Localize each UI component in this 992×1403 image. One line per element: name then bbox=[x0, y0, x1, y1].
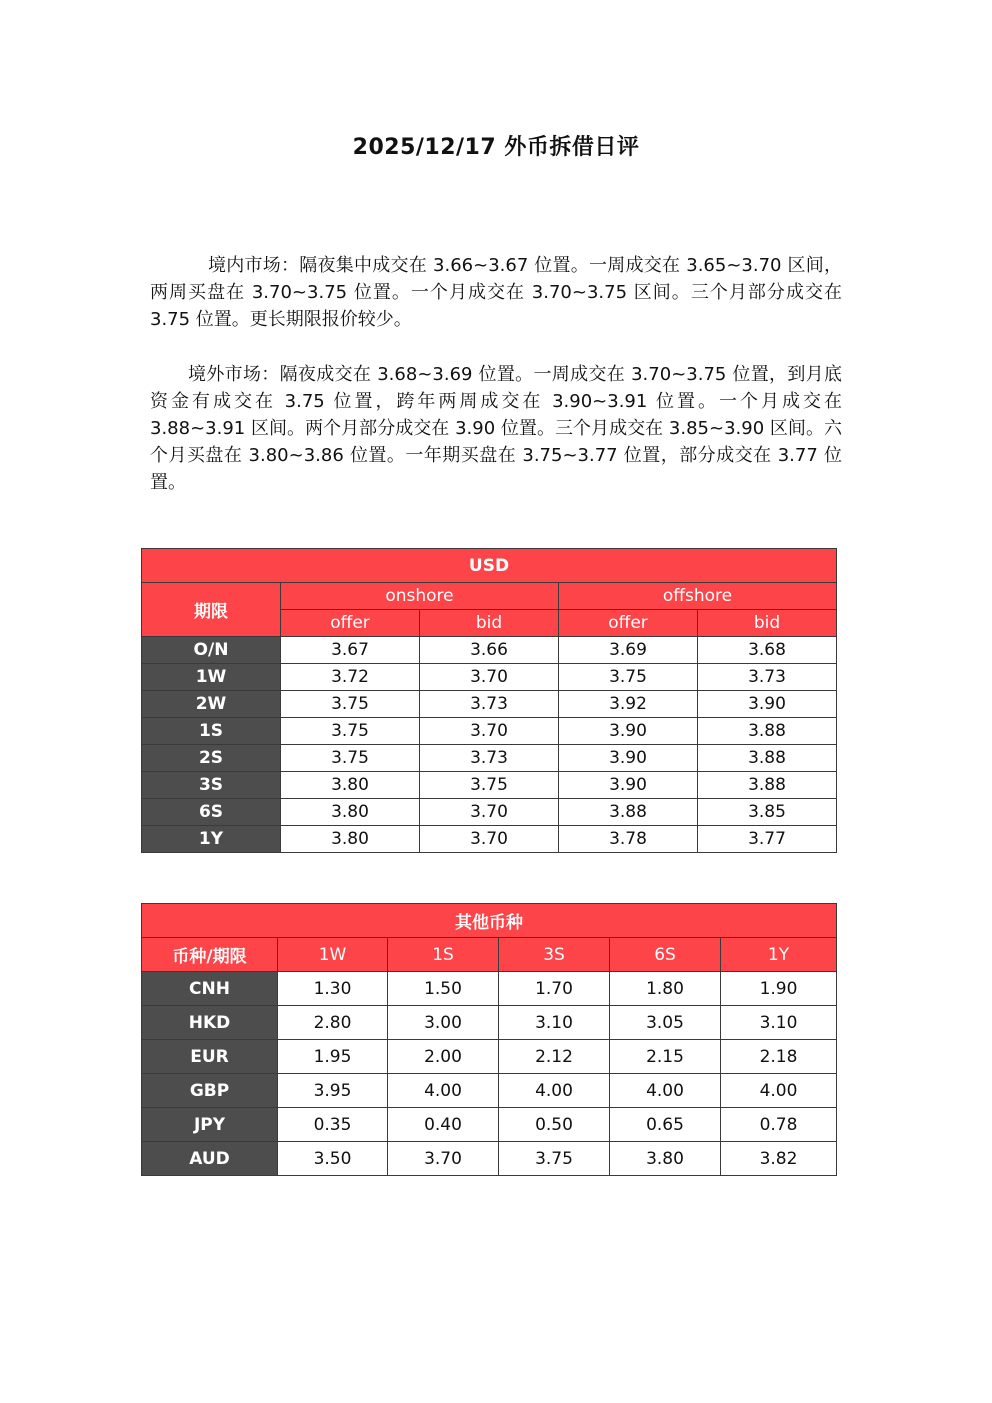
rate-cell: 2.00 bbox=[388, 1040, 499, 1074]
offshore-offer-cell: 3.88 bbox=[559, 799, 698, 826]
offshore-offer-cell: 3.75 bbox=[559, 664, 698, 691]
rate-cell: 3.95 bbox=[278, 1074, 388, 1108]
offshore-offer-cell: 3.90 bbox=[559, 772, 698, 799]
rate-cell: 3.05 bbox=[610, 1006, 721, 1040]
currency-label: HKD bbox=[142, 1006, 278, 1040]
rate-cell: 0.40 bbox=[388, 1108, 499, 1142]
tenor-label: 1Y bbox=[142, 826, 281, 853]
rate-cell: 1.70 bbox=[499, 972, 610, 1006]
table-row bbox=[142, 664, 837, 691]
rate-cell: 0.65 bbox=[610, 1108, 721, 1142]
onshore-header: onshore bbox=[281, 583, 559, 610]
offshore-bid-cell: 3.68 bbox=[698, 637, 837, 664]
rate-cell: 3.10 bbox=[499, 1006, 610, 1040]
column-header: 6S bbox=[610, 938, 721, 972]
onshore-offer-cell: 3.75 bbox=[281, 691, 420, 718]
onshore-offer-header: offer bbox=[281, 610, 420, 637]
table-row bbox=[142, 691, 837, 718]
column-header: 3S bbox=[499, 938, 610, 972]
rate-cell: 1.50 bbox=[388, 972, 499, 1006]
currency-label: GBP bbox=[142, 1074, 278, 1108]
rate-cell: 1.80 bbox=[610, 972, 721, 1006]
usd-table-title: USD bbox=[142, 549, 837, 583]
rate-cell: 3.10 bbox=[721, 1006, 837, 1040]
offshore-offer-cell: 3.69 bbox=[559, 637, 698, 664]
onshore-offer-cell: 3.80 bbox=[281, 799, 420, 826]
other-table-title: 其他币种 bbox=[142, 904, 837, 938]
offshore-offer-cell: 3.78 bbox=[559, 826, 698, 853]
onshore-bid-cell: 3.70 bbox=[420, 799, 559, 826]
onshore-bid-header: bid bbox=[420, 610, 559, 637]
onshore-bid-cell: 3.75 bbox=[420, 772, 559, 799]
currency-label: AUD bbox=[142, 1142, 278, 1176]
onshore-offer-cell: 3.80 bbox=[281, 772, 420, 799]
tenor-label: 1S bbox=[142, 718, 281, 745]
tenor-label: 1W bbox=[142, 664, 281, 691]
tenor-label: 3S bbox=[142, 772, 281, 799]
rate-cell: 1.30 bbox=[278, 972, 388, 1006]
offshore-bid-header: bid bbox=[698, 610, 837, 637]
rate-cell: 3.50 bbox=[278, 1142, 388, 1176]
rate-cell: 2.15 bbox=[610, 1040, 721, 1074]
table-row bbox=[142, 826, 837, 853]
column-header: 1S bbox=[388, 938, 499, 972]
tenor-label: O/N bbox=[142, 637, 281, 664]
rate-cell: 0.35 bbox=[278, 1108, 388, 1142]
table-row bbox=[142, 718, 837, 745]
onshore-bid-cell: 3.70 bbox=[420, 664, 559, 691]
tenor-label: 2S bbox=[142, 745, 281, 772]
table-row bbox=[142, 745, 837, 772]
onshore-bid-cell: 3.70 bbox=[420, 826, 559, 853]
rate-cell: 3.75 bbox=[499, 1142, 610, 1176]
usd-rate-table bbox=[141, 548, 837, 853]
onshore-bid-cell: 3.73 bbox=[420, 745, 559, 772]
offshore-bid-cell: 3.77 bbox=[698, 826, 837, 853]
currency-label: CNH bbox=[142, 972, 278, 1006]
tenor-header: 期限 bbox=[142, 583, 281, 637]
rate-cell: 4.00 bbox=[388, 1074, 499, 1108]
rate-cell: 4.00 bbox=[610, 1074, 721, 1108]
rate-cell: 4.00 bbox=[721, 1074, 837, 1108]
offshore-header: offshore bbox=[559, 583, 837, 610]
table-row bbox=[142, 1142, 837, 1176]
rate-cell: 0.78 bbox=[721, 1108, 837, 1142]
table-row bbox=[142, 972, 837, 1006]
offshore-bid-cell: 3.90 bbox=[698, 691, 837, 718]
rate-cell: 3.80 bbox=[610, 1142, 721, 1176]
rate-cell: 1.90 bbox=[721, 972, 837, 1006]
currency-label: EUR bbox=[142, 1040, 278, 1074]
column-header: 1W bbox=[278, 938, 388, 972]
offshore-bid-cell: 3.88 bbox=[698, 745, 837, 772]
rate-cell: 2.12 bbox=[499, 1040, 610, 1074]
table-row bbox=[142, 772, 837, 799]
rate-cell: 1.95 bbox=[278, 1040, 388, 1074]
table-row bbox=[142, 1040, 837, 1074]
rate-cell: 0.50 bbox=[499, 1108, 610, 1142]
offshore-bid-cell: 3.88 bbox=[698, 772, 837, 799]
tenor-label: 6S bbox=[142, 799, 281, 826]
column-header: 1Y bbox=[721, 938, 837, 972]
rate-cell: 2.18 bbox=[721, 1040, 837, 1074]
offshore-bid-cell: 3.73 bbox=[698, 664, 837, 691]
table-row bbox=[142, 1074, 837, 1108]
offshore-offer-cell: 3.90 bbox=[559, 745, 698, 772]
currency-label: JPY bbox=[142, 1108, 278, 1142]
onshore-offer-cell: 3.80 bbox=[281, 826, 420, 853]
page-title: 2025/12/17 外币拆借日评 bbox=[352, 135, 640, 160]
onshore-bid-cell: 3.73 bbox=[420, 691, 559, 718]
offshore-offer-header: offer bbox=[559, 610, 698, 637]
rate-cell: 2.80 bbox=[278, 1006, 388, 1040]
tenor-label: 2W bbox=[142, 691, 281, 718]
offshore-bid-cell: 3.85 bbox=[698, 799, 837, 826]
offshore-offer-cell: 3.92 bbox=[559, 691, 698, 718]
onshore-offer-cell: 3.75 bbox=[281, 718, 420, 745]
table-row bbox=[142, 637, 837, 664]
onshore-market-paragraph: 境内市场：隔夜集中成交在 3.66~3.67 位置。一周成交在 3.65~3.70 区间，两周买盘在 3.70~3.75 位置。一个月成交在 3.70~3.75 区间。三个月部分成交在 3.75 位置。更长期限报价较少。 bbox=[150, 255, 842, 330]
rate-cell: 4.00 bbox=[499, 1074, 610, 1108]
onshore-offer-cell: 3.72 bbox=[281, 664, 420, 691]
rate-cell: 3.00 bbox=[388, 1006, 499, 1040]
onshore-bid-cell: 3.70 bbox=[420, 718, 559, 745]
table-row bbox=[142, 1108, 837, 1142]
offshore-offer-cell: 3.90 bbox=[559, 718, 698, 745]
rate-cell: 3.82 bbox=[721, 1142, 837, 1176]
onshore-offer-cell: 3.67 bbox=[281, 637, 420, 664]
rate-cell: 3.70 bbox=[388, 1142, 499, 1176]
onshore-bid-cell: 3.66 bbox=[420, 637, 559, 664]
onshore-offer-cell: 3.75 bbox=[281, 745, 420, 772]
table-row bbox=[142, 1006, 837, 1040]
offshore-market-paragraph: 境外市场：隔夜成交在 3.68~3.69 位置。一周成交在 3.70~3.75 位置，到月底资金有成交在 3.75 位置，跨年两周成交在 3.90~3.91 位置。一个月成交在 3.88~3.91 区间。两个月部分成交在 3.90 位置。三个月成交在 3.85~3.90 区间。六个月买盘在 3.80~3.86 位置。一年期买盘在 3.75~3.77 位置，部分成交在 3.77 位置。 bbox=[150, 364, 842, 493]
other-currency-table bbox=[141, 903, 837, 1176]
table-row bbox=[142, 799, 837, 826]
offshore-bid-cell: 3.88 bbox=[698, 718, 837, 745]
currency-tenor-header: 币种/期限 bbox=[142, 938, 278, 972]
